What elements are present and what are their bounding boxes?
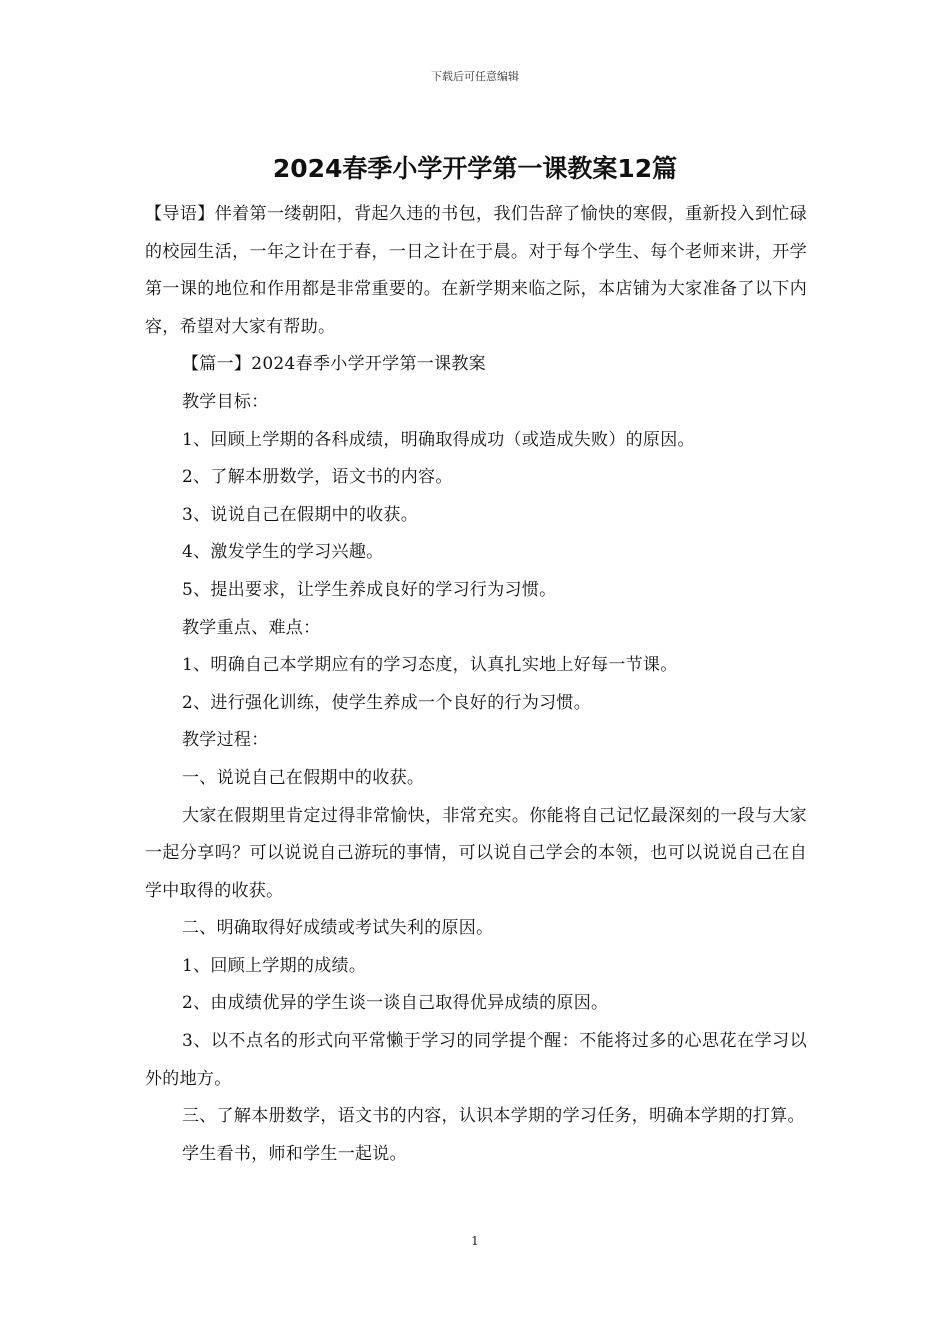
paragraph: 一、说说自己在假期中的收获。 <box>182 767 425 788</box>
list-item: 1、明确自己本学期应有的学习态度，认真扎实地上好每一节课。 <box>182 655 678 676</box>
paragraph: 教学过程： <box>182 730 269 751</box>
list-item: 2、了解本册数学，语文书的内容。 <box>182 467 453 488</box>
list-item: 5、提出要求，让学生养成良好的学习行为习惯。 <box>182 579 557 600</box>
document-body <box>145 196 807 1173</box>
intro-paragraph: 【导语】伴着第一缕朝阳，背起久违的书包，我们告辞了愉快的寒假，重新投入到忙碌的校园生活，一年之计在于春，一日之计在于晨。对于每个学生、每个老师来讲，开学第一课的地位和作用都是非常重要的。在新学期来临之际，本店铺为大家准备了以下内容，希望对大家有帮助。 <box>145 204 807 337</box>
list-item: 1、回顾上学期的各科成绩，明确取得成功（或造成失败）的原因。 <box>182 429 695 450</box>
list-item: 2、进行强化训练，使学生养成一个良好的行为习惯。 <box>182 692 592 713</box>
paragraph: 教学目标： <box>182 391 269 412</box>
list-item: 2、由成绩优异的学生谈一谈自己取得优异成绩的原因。 <box>182 993 609 1014</box>
list-item: 1、回顾上学期的成绩。 <box>182 955 367 976</box>
page-header-note: 下载后可任意编辑 <box>431 70 519 83</box>
list-item: 4、激发学生的学习兴趣。 <box>182 542 384 563</box>
list-item: 3、说说自己在假期中的收获。 <box>182 504 419 525</box>
paragraph: 教学重点、难点： <box>182 617 321 638</box>
page-number: 1 <box>471 1234 479 1248</box>
paragraph: 大家在假期里肯定过得非常愉快，非常充实。你能将自己记忆最深刻的一段与大家一起分享吗？可以说说自己游玩的事情，可以说自己学会的本领，也可以说说自己在自学中取得的收获。 <box>145 805 807 901</box>
paragraph: 学生看书，师和学生一起说。 <box>182 1143 407 1164</box>
section-heading: 【篇一】2024春季小学开学第一课教案 <box>182 354 486 375</box>
list-item: 3、以不点名的形式向平常懒于学习的同学提个醒：不能将过多的心思花在学习以外的地方。 <box>145 1031 807 1089</box>
document-title: 2024春季小学开学第一课教案12篇 <box>272 154 678 183</box>
paragraph: 二、明确取得好成绩或考试失利的原因。 <box>182 918 494 939</box>
paragraph: 三、了解本册数学，语文书的内容，认识本学期的学习任务，明确本学期的打算。 <box>182 1106 805 1127</box>
